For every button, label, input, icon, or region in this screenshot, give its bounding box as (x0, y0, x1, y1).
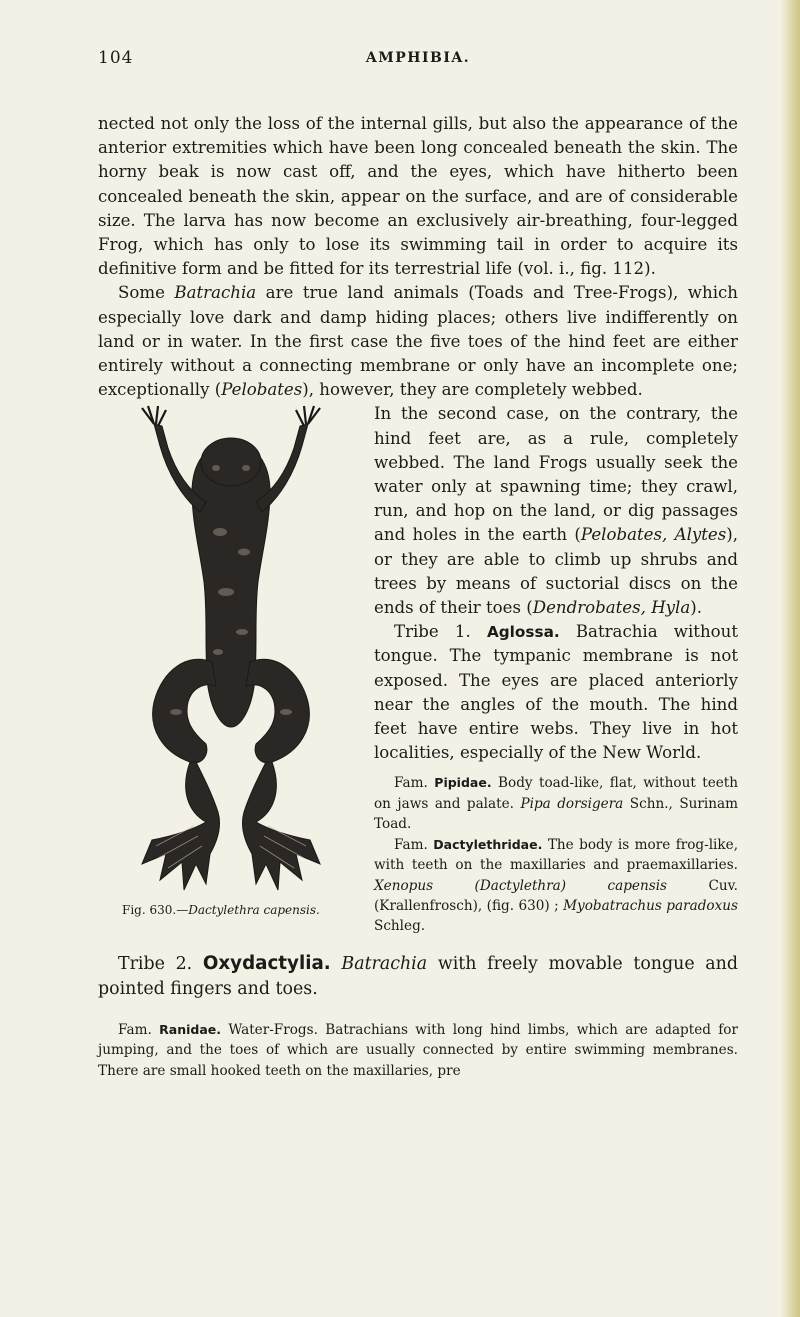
family-dactylethridae: Fam. Dactylethridae. The body is more frog-like, with teeth on the maxillaries and praemaxillaries. Xenopus (Dactylethra) capensis Cuv. (Krallenfrosch), (fig. 630) ; Myobatrachus paradoxus Schleg. (374, 836, 739, 935)
running-title: AMPHIBIA. (365, 50, 471, 66)
body-text (98, 112, 738, 1081)
paragraph-oxydactylia: Tribe 2. Oxydactylia. Batrachia with freely movable tongue and pointed fingers and toes. (98, 952, 739, 999)
figure-frog (96, 402, 366, 918)
frog-illustration (96, 402, 366, 918)
family-ranidae: Fam. Ranidae. Water-Frogs. Batrachians with long hind limbs, which are adapted for jumping, and the toes of which are usually connected by entire swimming membranes. There are small hooked teeth on the maxillaries, pre (98, 1021, 738, 1079)
paragraph-continuation: nected not only the loss of the internal gills, but also the appearance of the anterior extremities which have been long concealed beneath the skin. The horny beak is now cast off, and the eyes, which have hitherto been concealed beneath the skin, appear on the surface, and are of considerable size. The larva has now become an exclusively air-breathing, four-legged Frog, which has only to lose its swimming tail in order to acquire its definitive form and be fitted for its terrestrial life (vol. i., fig. 112). (98, 114, 738, 279)
paragraph-land-animals: Some Batrachia are true land animals (Toads and Tree-Frogs), which especially love dark and damp hiding places; others live indifferently on land or in water. In the first case the five toes of the hind feet are either entirely without a connecting membrane or only have an incomplete one; exceptionally (Pelobates), however, they are completely webbed. Fig. 630.—Dactylethra capensis. In the second case, on the contrary, the hind feet are, as a rule, completely webbed. The land Frogs usually seek the water only at spawning time; they crawl, run, and hop on the land, or dig passages and holes in the earth (Pelobates, Alytes), or they are able to climb up shrubs and trees by means of suctorial discs on the ends of their toes (Dendrobates, Hyla). (98, 281, 738, 620)
tribe1-name: Aglossa. (486, 623, 560, 642)
page-number: 104 (98, 48, 134, 68)
page-edge-shading (780, 0, 800, 1317)
family-ranidae-entry (98, 1020, 738, 1081)
family-pipidae: Fam. Pipidae. Body toad-like, flat, without teeth on jaws and palate. Pipa dorsigera Schn., Surinam Toad. (374, 775, 739, 833)
tribe2-name: Oxydactylia. (202, 952, 331, 974)
figure-caption: Fig. 630.—Dactylethra capensis. (122, 903, 320, 918)
tribe1-label: Tribe 1. (394, 622, 471, 642)
running-head (98, 48, 738, 72)
paragraph-aglossa: Tribe 1. Aglossa. Batrachia without tongue. The tympanic membrane is not exposed. The eyes are placed anteriorly near the angles of the mouth. The hind feet have entire webs. They live in hot localities, especially of the New World. (374, 622, 739, 763)
